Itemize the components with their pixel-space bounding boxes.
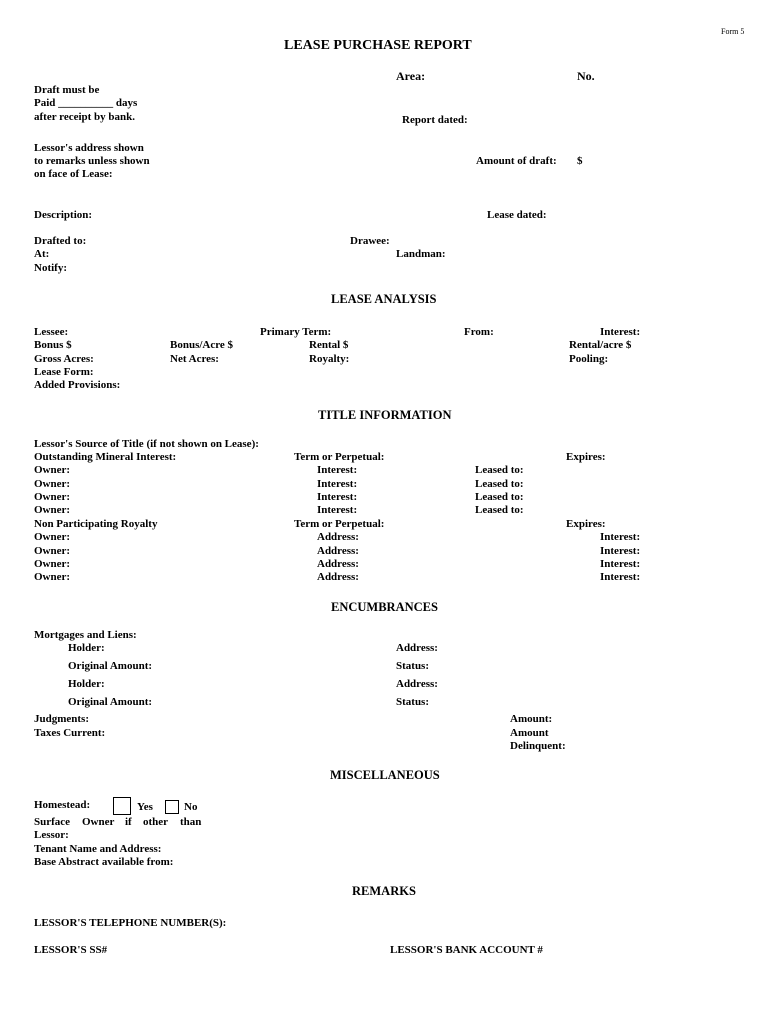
- address-label: Address:: [317, 531, 359, 543]
- owner-label: Owner:: [34, 491, 71, 503]
- homestead-no-checkbox[interactable]: [165, 800, 179, 814]
- surface-word: Surface: [34, 816, 71, 828]
- dollar-sign: $: [577, 155, 583, 167]
- than-word: than: [180, 816, 202, 828]
- lessor-address-line1: Lessor's address shown: [34, 142, 144, 154]
- owner-label: Owner:: [34, 571, 71, 583]
- lease-form-label: Lease Form:: [34, 366, 94, 378]
- net-acres-label: Net Acres:: [170, 353, 219, 365]
- encumbrances-heading: ENCUMBRANCES: [331, 600, 438, 614]
- no-label: No: [184, 801, 198, 813]
- drawee-label: Drawee:: [350, 235, 390, 247]
- owner-label: Owner:: [34, 531, 71, 543]
- list-item: [34, 571, 662, 584]
- taxes-current-label: Taxes Current:: [34, 727, 106, 739]
- leased-to-label: Leased to:: [475, 478, 524, 490]
- address-label: Address:: [317, 545, 359, 557]
- rental-acre-label: Rental/acre $: [569, 339, 632, 351]
- interest-label: Interest:: [600, 326, 641, 338]
- leased-to-label: Leased to:: [475, 491, 524, 503]
- list-item: [34, 545, 662, 558]
- mortgages-liens-label: Mortgages and Liens:: [34, 629, 137, 641]
- original-amount-label: Original Amount:: [68, 696, 153, 708]
- interest-label: Interest:: [317, 491, 358, 503]
- amount-of-draft-label: Amount of draft:: [476, 155, 557, 167]
- bonus-acre-label: Bonus/Acre $: [170, 339, 234, 351]
- leased-to-label: Leased to:: [475, 504, 524, 516]
- if-word: if: [125, 816, 132, 828]
- delinquent-label: Delinquent:: [510, 740, 566, 752]
- area-label: Area:: [396, 69, 426, 83]
- original-amount-label: Original Amount:: [68, 660, 153, 672]
- interest-label: Interest:: [600, 571, 641, 583]
- address-label: Address:: [396, 642, 438, 654]
- list-item: [34, 558, 662, 571]
- list-item: [34, 464, 662, 477]
- rental-label: Rental $: [309, 339, 349, 351]
- remarks-heading: REMARKS: [352, 884, 416, 898]
- gross-acres-label: Gross Acres:: [34, 353, 94, 365]
- interest-label: Interest:: [600, 531, 641, 543]
- interest-label: Interest:: [317, 464, 358, 476]
- draft-text-line1: Draft must be: [34, 84, 100, 96]
- lessor-address-line2: to remarks unless shown: [34, 155, 150, 167]
- at-label: At:: [34, 248, 50, 260]
- lessee-label: Lessee:: [34, 326, 69, 338]
- npr-expires-label: Expires:: [566, 518, 606, 530]
- number-label: No.: [577, 69, 595, 83]
- status-label: Status:: [396, 696, 430, 708]
- pooling-label: Pooling:: [569, 353, 609, 365]
- list-item: [34, 531, 662, 544]
- source-of-title-label: Lessor's Source of Title (if not shown on Lease):: [34, 438, 259, 450]
- list-item: [34, 478, 662, 491]
- address-label: Address:: [396, 678, 438, 690]
- npr-term-perpetual-label: Term or Perpetual:: [294, 518, 385, 530]
- base-abstract-label: Base Abstract available from:: [34, 856, 174, 868]
- list-item: [34, 504, 662, 517]
- miscellaneous-heading: MISCELLANEOUS: [330, 768, 440, 782]
- homestead-yes-checkbox[interactable]: [113, 797, 131, 815]
- royalty-label: Royalty:: [309, 353, 350, 365]
- bank-account-label: LESSOR'S BANK ACCOUNT #: [390, 944, 543, 956]
- lease-dated-label: Lease dated:: [487, 209, 547, 221]
- judgments-amount-label: Amount:: [510, 713, 553, 725]
- from-label: From:: [464, 326, 494, 338]
- expires-label: Expires:: [566, 451, 606, 463]
- owner-word: Owner: [82, 816, 115, 828]
- owner-label: Owner:: [34, 478, 71, 490]
- list-item: [34, 491, 662, 504]
- ss-number-label: LESSOR'S SS#: [34, 944, 108, 956]
- interest-label: Interest:: [317, 504, 358, 516]
- owner-label: Owner:: [34, 504, 71, 516]
- draft-text-line3: after receipt by bank.: [34, 111, 136, 123]
- telephone-label: LESSOR'S TELEPHONE NUMBER(S):: [34, 917, 227, 929]
- interest-label: Interest:: [600, 545, 641, 557]
- address-label: Address:: [317, 571, 359, 583]
- landman-label: Landman:: [396, 248, 446, 260]
- homestead-label: Homestead:: [34, 799, 91, 811]
- description-label: Description:: [34, 209, 93, 221]
- form-number: Form 5: [721, 27, 745, 36]
- outstanding-mineral-label: Outstanding Mineral Interest:: [34, 451, 177, 463]
- added-provisions-label: Added Provisions:: [34, 379, 121, 391]
- other-word: other: [143, 816, 169, 828]
- holder-label: Holder:: [68, 642, 105, 654]
- owner-label: Owner:: [34, 558, 71, 570]
- lease-analysis-heading: LEASE ANALYSIS: [331, 292, 437, 306]
- owner-label: Owner:: [34, 545, 71, 557]
- draft-text-line2: Paid __________ days: [34, 97, 138, 109]
- status-label: Status:: [396, 660, 430, 672]
- page-title: LEASE PURCHASE REPORT: [284, 38, 472, 53]
- address-label: Address:: [317, 558, 359, 570]
- report-dated-label: Report dated:: [402, 114, 468, 126]
- holder-label: Holder:: [68, 678, 105, 690]
- drafted-to-label: Drafted to:: [34, 235, 87, 247]
- lessor-address-line3: on face of Lease:: [34, 168, 113, 180]
- judgments-label: Judgments:: [34, 713, 90, 725]
- owner-label: Owner:: [34, 464, 71, 476]
- notify-label: Notify:: [34, 262, 67, 274]
- title-information-heading: TITLE INFORMATION: [318, 408, 452, 422]
- interest-label: Interest:: [600, 558, 641, 570]
- tenant-label: Tenant Name and Address:: [34, 843, 162, 855]
- non-participating-royalty-label: Non Participating Royalty: [34, 518, 158, 530]
- term-perpetual-label: Term or Perpetual:: [294, 451, 385, 463]
- taxes-amount-label: Amount: [510, 727, 549, 739]
- primary-term-label: Primary Term:: [260, 326, 332, 338]
- yes-label: Yes: [137, 801, 153, 813]
- lessor-label: Lessor:: [34, 829, 69, 841]
- leased-to-label: Leased to:: [475, 464, 524, 476]
- bonus-label: Bonus $: [34, 339, 72, 351]
- interest-label: Interest:: [317, 478, 358, 490]
